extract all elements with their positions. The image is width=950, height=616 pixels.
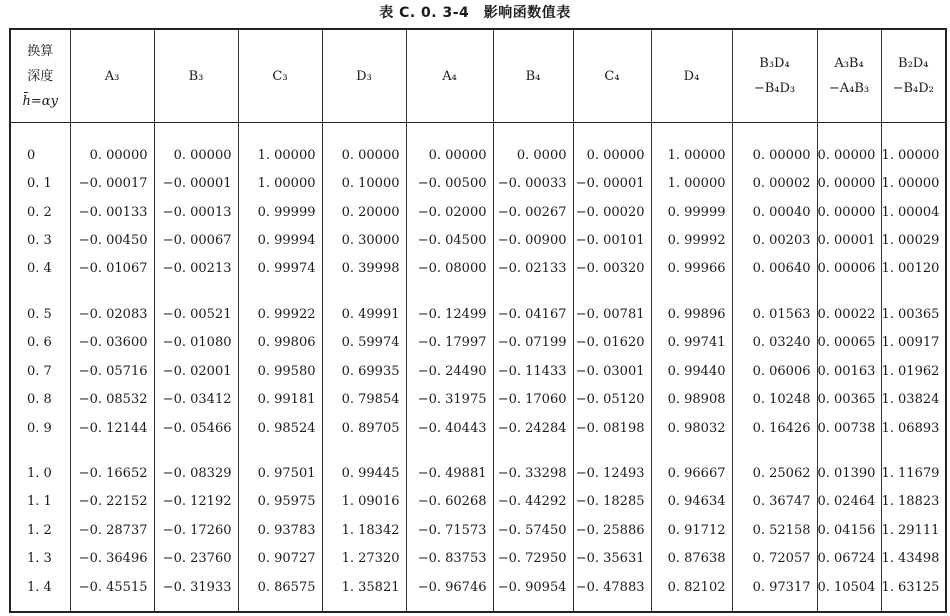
value-cell: 0. 96667 [651,459,732,487]
value-cell: 1. 43498 [881,545,946,573]
value-cell: 0. 99181 [238,385,322,413]
value-cell: −0. 00001 [573,169,651,197]
value-cell: 1. 29111 [881,516,946,544]
table-row [10,300,946,328]
value-cell: −0. 05716 [70,357,154,385]
spacer-cell [154,442,238,459]
value-cell: −0. 02000 [406,198,493,226]
value-cell: 0. 20000 [322,198,406,226]
spacer-cell [493,601,573,612]
value-cell: −0. 57450 [493,516,573,544]
table-row [10,357,946,385]
spacer-row [10,442,946,459]
value-cell: 0. 99806 [238,329,322,357]
header-depth-line: 换算 [27,43,54,59]
value-cell: 0. 10504 [817,573,881,601]
table-row [10,226,946,254]
value-cell: −0. 07199 [493,329,573,357]
value-cell: 0. 00000 [732,141,817,169]
value-cell: −0. 03412 [154,385,238,413]
value-cell: 0. 00022 [817,300,881,328]
header-depth-line: 深度 [27,68,54,84]
value-cell: −0. 08329 [154,459,238,487]
value-cell: 1. 00917 [881,329,946,357]
value-cell: 0. 00000 [322,141,406,169]
depth-cell: 0. 6 [10,329,70,357]
value-cell: 1. 00000 [651,169,732,197]
spacer-cell [732,601,817,612]
table-row [10,141,946,169]
value-cell: 0. 87638 [651,545,732,573]
spacer-cell [322,601,406,612]
table-row [10,329,946,357]
value-cell: −0. 83753 [406,545,493,573]
value-cell: 0. 00000 [573,141,651,169]
value-cell: 1. 03824 [881,385,946,413]
value-cell: −0. 17260 [154,516,238,544]
value-cell: −0. 17060 [493,385,573,413]
value-cell: 0. 49991 [322,300,406,328]
value-cell: 0. 02464 [817,488,881,516]
value-cell: −0. 18285 [573,488,651,516]
value-cell: −0. 00020 [573,198,651,226]
spacer-cell [10,283,70,300]
depth-cell: 0. 1 [10,169,70,197]
table-row [10,573,946,601]
header-a3b4-a4b3: A₃B₄ −A₄B₃ [817,29,881,123]
value-cell: 1. 00000 [881,169,946,197]
header-depth [10,29,70,123]
value-cell: 0. 10248 [732,385,817,413]
value-cell: −0. 90954 [493,573,573,601]
value-cell: 0. 99966 [651,255,732,283]
spacer-cell [154,601,238,612]
value-cell: −0. 72950 [493,545,573,573]
value-cell: 1. 01962 [881,357,946,385]
value-cell: −0. 00450 [70,226,154,254]
value-cell: 0. 79854 [322,385,406,413]
value-cell: 0. 90727 [238,545,322,573]
depth-cell: 0. 8 [10,385,70,413]
value-cell: 1. 06893 [881,414,946,442]
value-cell: −0. 16652 [70,459,154,487]
value-cell: 1. 00000 [238,141,322,169]
spacer-cell [70,601,154,612]
value-cell: −0. 00033 [493,169,573,197]
value-cell: 1. 18823 [881,488,946,516]
value-cell: −0. 35631 [573,545,651,573]
spacer-cell [573,442,651,459]
value-cell: 0. 99999 [651,198,732,226]
value-cell: −0. 25886 [573,516,651,544]
value-cell: −0. 05466 [154,414,238,442]
value-cell: −0. 45515 [70,573,154,601]
value-cell: 0. 01563 [732,300,817,328]
value-cell: 0. 99999 [238,198,322,226]
value-cell: −0. 00500 [406,169,493,197]
value-cell: 0. 39998 [322,255,406,283]
value-cell: −0. 03001 [573,357,651,385]
depth-cell: 0. 5 [10,300,70,328]
value-cell: 0. 36747 [732,488,817,516]
header-b3d4-b4d3: B₃D₄ −B₄D₃ [732,29,817,123]
header-d4: D₄ [651,29,732,123]
value-cell: 0. 69935 [322,357,406,385]
spacer-cell [238,123,322,141]
value-cell: 0. 52158 [732,516,817,544]
value-cell: −0. 01067 [70,255,154,283]
value-cell: −0. 02083 [70,300,154,328]
value-cell: −0. 60268 [406,488,493,516]
spacer-cell [651,283,732,300]
value-cell: 0. 93783 [238,516,322,544]
value-cell: 0. 99896 [651,300,732,328]
spacer-cell [732,283,817,300]
value-cell: 0. 00001 [817,226,881,254]
value-cell: −0. 12493 [573,459,651,487]
depth-cell: 0. 4 [10,255,70,283]
value-cell: −0. 12144 [70,414,154,442]
value-cell: 0. 91712 [651,516,732,544]
value-cell: 0. 99992 [651,226,732,254]
value-cell: 0. 04156 [817,516,881,544]
table-caption: 表 C. 0. 3-4 影响函数值表 [379,5,571,21]
spacer-cell [651,601,732,612]
table-row [10,255,946,283]
spacer-cell [732,442,817,459]
value-cell: 0. 98032 [651,414,732,442]
value-cell: −0. 08000 [406,255,493,283]
value-cell: 1. 18342 [322,516,406,544]
spacer-cell [238,601,322,612]
value-cell: −0. 12499 [406,300,493,328]
spacer-cell [732,123,817,141]
value-cell: −0. 23760 [154,545,238,573]
table-row [10,516,946,544]
header-b4: B₄ [493,29,573,123]
value-cell: 1. 00000 [881,141,946,169]
spacer-cell [10,123,70,141]
value-cell: 0. 00738 [817,414,881,442]
header-a4: A₄ [406,29,493,123]
value-cell: 1. 00004 [881,198,946,226]
value-cell: −0. 31975 [406,385,493,413]
value-cell: 0. 89705 [322,414,406,442]
value-cell: 1. 00029 [881,226,946,254]
value-cell: 0. 00163 [817,357,881,385]
spacer-cell [406,123,493,141]
value-cell: 0. 0000 [493,141,573,169]
spacer-cell [881,123,946,141]
value-cell: 0. 98908 [651,385,732,413]
table-row [10,169,946,197]
spacer-cell [881,442,946,459]
header-depth-line: h̄=αy [22,93,58,109]
spacer-cell [238,442,322,459]
value-cell: 0. 00000 [817,169,881,197]
spacer-cell [573,283,651,300]
value-cell: 0. 00000 [154,141,238,169]
value-cell: 1. 63125 [881,573,946,601]
table-row [10,385,946,413]
header-row [10,29,946,123]
value-cell: 0. 99974 [238,255,322,283]
value-cell: 0. 99580 [238,357,322,385]
spacer-cell [573,123,651,141]
value-cell: 0. 00000 [406,141,493,169]
spacer-cell [10,601,70,612]
header-d3: D₃ [322,29,406,123]
spacer-cell [493,442,573,459]
value-cell: 0. 99440 [651,357,732,385]
value-cell: 0. 06724 [817,545,881,573]
depth-cell: 0. 9 [10,414,70,442]
value-cell: −0. 24490 [406,357,493,385]
depth-cell: 1. 0 [10,459,70,487]
value-cell: 0. 03240 [732,329,817,357]
value-cell: −0. 03600 [70,329,154,357]
value-cell: 0. 97501 [238,459,322,487]
influence-function-table [9,28,947,613]
value-cell: −0. 36496 [70,545,154,573]
value-cell: −0. 08198 [573,414,651,442]
value-cell: −0. 01620 [573,329,651,357]
value-cell: −0. 31933 [154,573,238,601]
spacer-cell [10,442,70,459]
header-c4: C₄ [573,29,651,123]
spacer-row [10,283,946,300]
depth-cell: 1. 2 [10,516,70,544]
value-cell: 0. 72057 [732,545,817,573]
value-cell: 1. 00120 [881,255,946,283]
value-cell: 1. 11679 [881,459,946,487]
depth-cell: 1. 4 [10,573,70,601]
value-cell: −0. 28737 [70,516,154,544]
value-cell: 0. 99445 [322,459,406,487]
value-cell: −0. 12192 [154,488,238,516]
value-cell: −0. 00320 [573,255,651,283]
table-row [10,545,946,573]
table-row [10,488,946,516]
spacer-cell [154,283,238,300]
value-cell: −0. 44292 [493,488,573,516]
depth-cell: 0 [10,141,70,169]
value-cell: 0. 25062 [732,459,817,487]
spacer-cell [493,123,573,141]
value-cell: 1. 27320 [322,545,406,573]
table-body [10,123,946,613]
value-cell: 1. 00000 [651,141,732,169]
value-cell: −0. 02133 [493,255,573,283]
value-cell: 0. 95975 [238,488,322,516]
value-cell: −0. 47883 [573,573,651,601]
value-cell: 1. 00365 [881,300,946,328]
value-cell: −0. 00133 [70,198,154,226]
value-cell: −0. 00781 [573,300,651,328]
value-cell: 1. 09016 [322,488,406,516]
spacer-cell [322,123,406,141]
value-cell: −0. 05120 [573,385,651,413]
spacer-cell [817,283,881,300]
spacer-cell [817,601,881,612]
value-cell: −0. 00521 [154,300,238,328]
value-cell: 0. 00006 [817,255,881,283]
table-row [10,459,946,487]
table-row [10,414,946,442]
spacer-cell [322,442,406,459]
spacer-cell [651,442,732,459]
value-cell: −0. 17997 [406,329,493,357]
spacer-cell [154,123,238,141]
header-b3: B₃ [154,29,238,123]
value-cell: 0. 98524 [238,414,322,442]
value-cell: −0. 00900 [493,226,573,254]
value-cell: 0. 00365 [817,385,881,413]
depth-cell: 0. 2 [10,198,70,226]
value-cell: 0. 59974 [322,329,406,357]
spacer-cell [493,283,573,300]
value-cell: 0. 82102 [651,573,732,601]
value-cell: −0. 00013 [154,198,238,226]
spacer-cell [406,601,493,612]
spacer-cell [406,442,493,459]
spacer-cell [238,283,322,300]
value-cell: −0. 49881 [406,459,493,487]
value-cell: 0. 16426 [732,414,817,442]
depth-cell: 0. 7 [10,357,70,385]
value-cell: −0. 00017 [70,169,154,197]
value-cell: 0. 99922 [238,300,322,328]
value-cell: 0. 00040 [732,198,817,226]
depth-cell: 1. 3 [10,545,70,573]
value-cell: −0. 00213 [154,255,238,283]
value-cell: 0. 86575 [238,573,322,601]
spacer-cell [406,283,493,300]
value-cell: −0. 00001 [154,169,238,197]
value-cell: −0. 04167 [493,300,573,328]
spacer-cell [881,601,946,612]
value-cell: 0. 99741 [651,329,732,357]
value-cell: −0. 00267 [493,198,573,226]
value-cell: −0. 08532 [70,385,154,413]
value-cell: 0. 99994 [238,226,322,254]
spacer-row [10,123,946,141]
value-cell: 0. 00002 [732,169,817,197]
spacer-cell [651,123,732,141]
value-cell: −0. 00101 [573,226,651,254]
value-cell: −0. 40443 [406,414,493,442]
value-cell: −0. 24284 [493,414,573,442]
spacer-cell [322,283,406,300]
value-cell: −0. 04500 [406,226,493,254]
value-cell: −0. 33298 [493,459,573,487]
header-c3: C₃ [238,29,322,123]
depth-cell: 1. 1 [10,488,70,516]
value-cell: 0. 10000 [322,169,406,197]
value-cell: 1. 00000 [238,169,322,197]
value-cell: 0. 06006 [732,357,817,385]
spacer-cell [70,442,154,459]
value-cell: 0. 00203 [732,226,817,254]
spacer-cell [881,283,946,300]
value-cell: 0. 00065 [817,329,881,357]
value-cell: −0. 00067 [154,226,238,254]
value-cell: 0. 00000 [817,198,881,226]
value-cell: −0. 11433 [493,357,573,385]
value-cell: 0. 00000 [817,141,881,169]
value-cell: 0. 97317 [732,573,817,601]
value-cell: 0. 01390 [817,459,881,487]
value-cell: 0. 30000 [322,226,406,254]
table-row [10,198,946,226]
spacer-cell [817,123,881,141]
spacer-cell [70,283,154,300]
value-cell: −0. 01080 [154,329,238,357]
value-cell: −0. 96746 [406,573,493,601]
spacer-cell [573,601,651,612]
header-a3: A₃ [70,29,154,123]
spacer-row [10,601,946,612]
value-cell: −0. 71573 [406,516,493,544]
value-cell: −0. 22152 [70,488,154,516]
value-cell: −0. 02001 [154,357,238,385]
value-cell: 0. 00640 [732,255,817,283]
spacer-cell [817,442,881,459]
value-cell: 0. 00000 [70,141,154,169]
value-cell: 0. 94634 [651,488,732,516]
depth-cell: 0. 3 [10,226,70,254]
spacer-cell [70,123,154,141]
value-cell: 1. 35821 [322,573,406,601]
header-b2d4-b4d2: B₂D₄ −B₄D₂ [881,29,946,123]
